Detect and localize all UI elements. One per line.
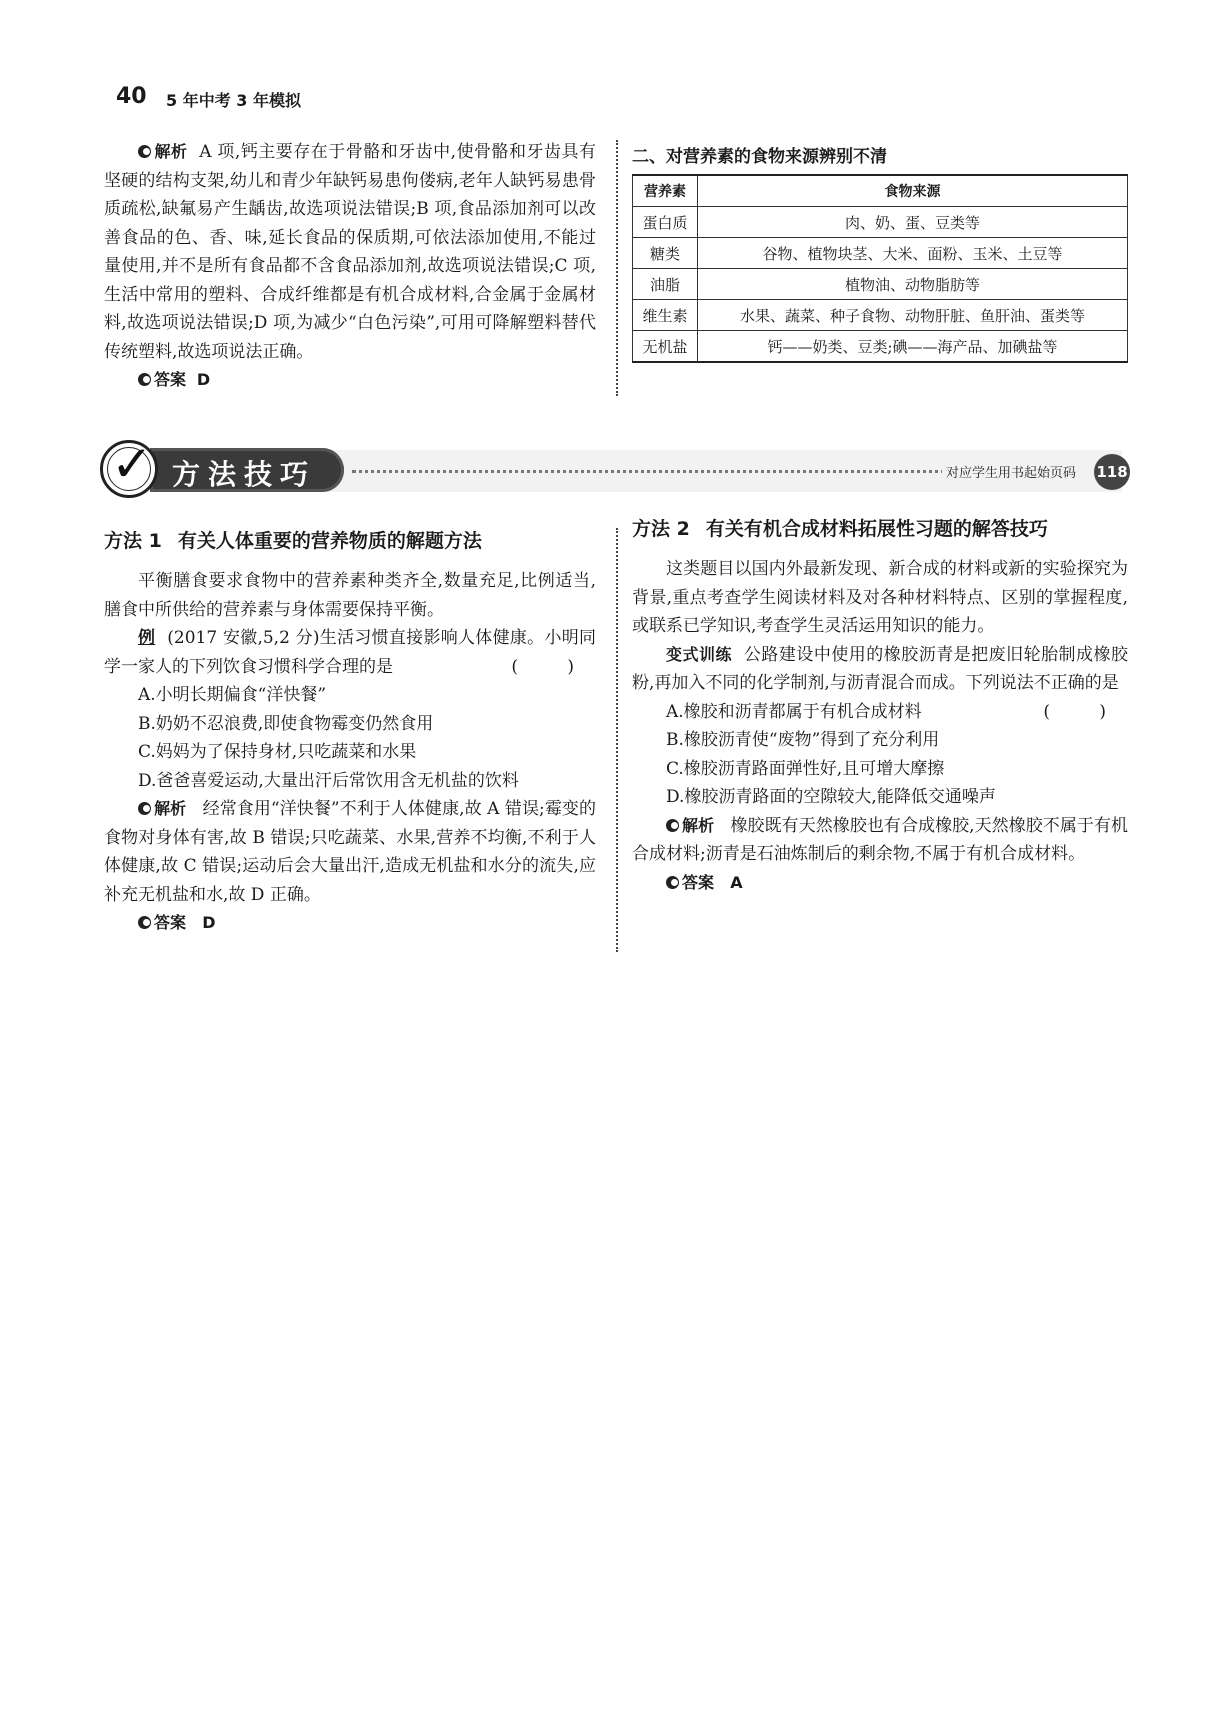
table-header-nutrient: 营养素 <box>633 175 698 207</box>
answer-badge-icon <box>666 876 679 889</box>
analysis-text: 经常食用“洋快餐”不利于人体健康,故 A 错误;霉变的食物对身体有害,故 B 错误;只吃蔬菜、水果,营养不均衡,不利于人体健康,故 C 错误;运动后会大量出汗,造成无机盐和水分的流失,应补充无机盐和水,故 D 正确。 <box>104 799 596 905</box>
table-row <box>633 207 1128 238</box>
option-a: A.小明长期偏食“洋快餐” <box>138 685 327 705</box>
analysis-label: 解析 <box>154 142 188 161</box>
table-header-row <box>633 175 1128 207</box>
answer-bracket: ( ) <box>511 656 596 677</box>
table-cell-nutrient: 油脂 <box>633 269 698 300</box>
answer-value: D <box>196 370 211 389</box>
banner-ref-text: 对应学生用书起始页码 <box>942 462 1076 481</box>
method2-title: 有关有机合成材料拓展性习题的解答技巧 <box>705 518 1048 540</box>
exercise-label: 变式训练 <box>666 644 732 664</box>
method1-block <box>104 526 596 937</box>
answer-value: A <box>730 872 743 892</box>
table-row <box>633 331 1128 363</box>
banner-title: 方法技巧 <box>172 458 317 491</box>
method1-intro: 平衡膳食要求食物中的营养素种类齐全,数量充足,比例适当,膳食中所供给的营养素与身体需要保持平衡。 <box>104 571 596 620</box>
analysis-label: 解析 <box>682 815 715 835</box>
table-cell-source: 肉、奶、蛋、豆类等 <box>698 207 1128 238</box>
top-analysis <box>104 138 596 366</box>
answer-label: 答案 <box>682 872 715 892</box>
method-banner <box>100 435 1130 502</box>
nutrient-table <box>632 174 1128 363</box>
table-cell-source: 水果、蔬菜、种子食物、动物肝脏、鱼肝油、蛋类等 <box>698 300 1128 331</box>
table-cell-source: 植物油、动物脂肪等 <box>698 269 1128 300</box>
option-c: C.橡胶沥青路面弹性好,且可增大摩擦 <box>666 758 945 779</box>
method2-block <box>632 514 1128 897</box>
method1-answer <box>104 909 596 937</box>
analysis-label: 解析 <box>154 799 187 818</box>
answer-label: 答案 <box>154 370 187 389</box>
method2-analysis <box>632 812 1128 869</box>
checkmark-icon: ✓ <box>100 440 158 498</box>
analysis-text: 橡胶既有天然橡胶也有合成橡胶,天然橡胶不属于有机合成材料;沥青是石油炼制后的剩余物,不属于有机合成材料。 <box>632 815 1128 864</box>
option-a: A.橡胶和沥青都属于有机合成材料 <box>666 701 922 722</box>
method2-number: 方法 2 <box>632 518 690 540</box>
page-number: 40 <box>116 84 147 109</box>
table-cell-nutrient: 蛋白质 <box>633 207 698 238</box>
option-b: B.橡胶沥青使“废物”得到了充分利用 <box>666 730 940 750</box>
method2-heading <box>632 514 1128 541</box>
table-cell-source: 谷物、植物块茎、大米、面粉、玉米、土豆等 <box>698 238 1128 269</box>
banner-page-badge: 118 <box>1094 454 1130 490</box>
analysis-badge-icon <box>138 145 151 158</box>
table-row <box>633 238 1128 269</box>
banner-dotted-line <box>352 470 1042 473</box>
table-header-source: 食物来源 <box>698 175 1128 207</box>
analysis-text: A 项,钙主要存在于骨骼和牙齿中,使骨骼和牙齿具有坚硬的结构支架,幼儿和青少年缺钙易患佝偻病,老年人缺钙易患骨质疏松,缺氟易产生龋齿,故选项说法错误;B 项,食品添加剂可以改善食品的色、香、味,延长食品的保质期,可依法添加使用,不能过量使用,并不是所有食品都不含食品添加剂,故选项说法错误;C 项,生活中常用的塑料、合成纤维都是有机合成材料,合金属于金属材料,故选项说法错误;D 项,为减少“白色污染”,可用可降解塑料替代传统塑料,故选项说法正确。 <box>104 142 596 362</box>
method2-answer <box>632 869 1128 897</box>
method1-heading <box>104 526 596 553</box>
method1-analysis <box>104 795 596 909</box>
table-cell-source: 钙——奶类、豆类;碘——海产品、加碘盐等 <box>698 331 1128 363</box>
method1-number: 方法 1 <box>104 530 162 552</box>
table-cell-nutrient: 维生素 <box>633 300 698 331</box>
column-divider-top <box>616 140 618 396</box>
option-c: C.妈妈为了保持身材,只吃蔬菜和水果 <box>138 742 417 762</box>
table-cell-nutrient: 糖类 <box>633 238 698 269</box>
top-answer <box>104 366 596 394</box>
option-d: D.爸爸喜爱运动,大量出汗后常饮用含无机盐的饮料 <box>138 770 519 791</box>
column-divider-bottom <box>616 528 618 952</box>
answer-badge-icon <box>138 916 151 929</box>
method2-intro: 这类题目以国内外最新发现、新合成的材料或新的实验探究为背景,重点考查学生阅读材料及对各种材料特点、区别的掌握程度,或联系已学知识,考查学生灵活运用知识的能力。 <box>632 559 1128 636</box>
method1-example <box>104 624 596 681</box>
table-row <box>633 269 1128 300</box>
answer-bracket: ( ) <box>1043 701 1128 722</box>
example-label: 例 <box>138 628 156 648</box>
analysis-badge-icon <box>666 819 679 832</box>
answer-label: 答案 <box>154 913 187 932</box>
book-title: 5 年中考 3 年模拟 <box>166 91 301 110</box>
table-cell-nutrient: 无机盐 <box>633 331 698 363</box>
exercise-text: 公路建设中使用的橡胶沥青是把废旧轮胎制成橡胶粉,再加入不同的化学制剂,与沥青混合而成。下列说法不正确的是 <box>632 644 1128 693</box>
analysis-badge-icon <box>138 802 151 815</box>
option-b: B.奶奶不忍浪费,即使食物霉变仍然食用 <box>138 713 434 734</box>
nutrient-section-title: 二、对营养素的食物来源辨别不清 <box>632 147 887 167</box>
method1-title: 有关人体重要的营养物质的解题方法 <box>177 530 482 552</box>
answer-value: D <box>202 913 216 932</box>
option-d: D.橡胶沥青路面的空隙较大,能降低交通噪声 <box>666 787 996 807</box>
answer-badge-icon <box>138 373 151 386</box>
table-row <box>633 300 1128 331</box>
top-analysis-block <box>104 138 596 394</box>
example-text: (2017 安徽,5,2 分)生活习惯直接影响人体健康。小明同学一家人的下列饮食习惯科学合理的是 <box>104 628 597 677</box>
